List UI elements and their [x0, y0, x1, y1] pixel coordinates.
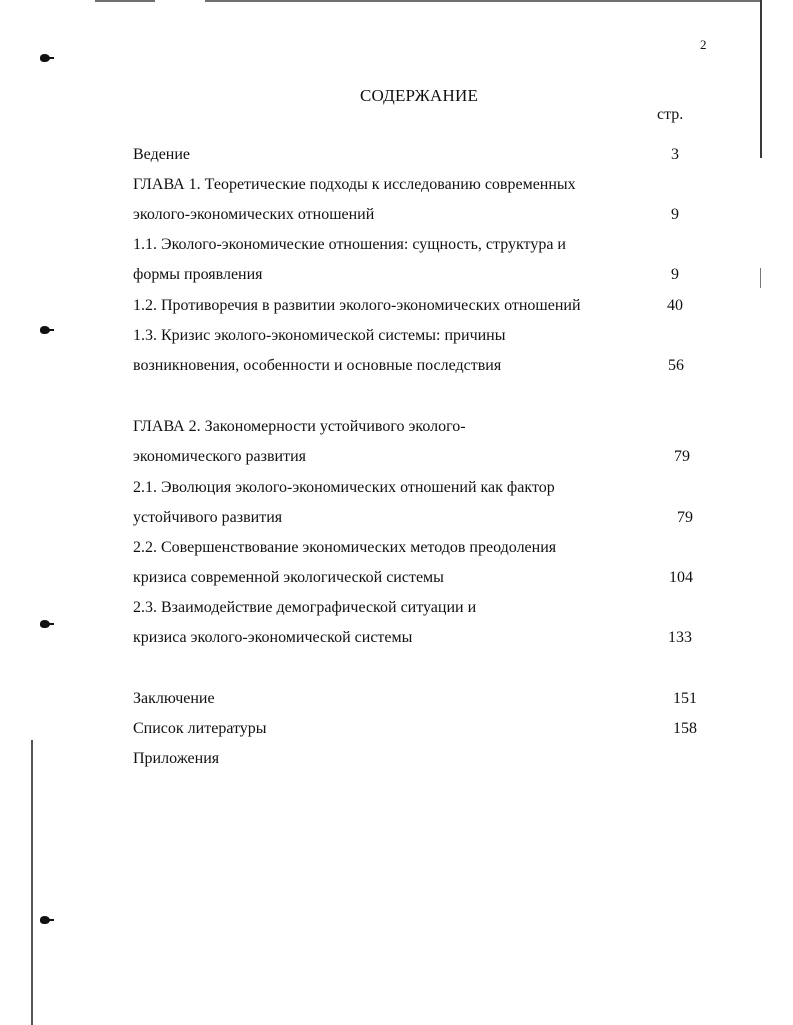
toc-entry-text: 1.1. Эколого-экономические отношения: сущность, структура и [133, 236, 566, 253]
toc-entry-page: 158 [673, 720, 697, 737]
scan-border-line [760, 268, 761, 288]
binding-hole-mark [40, 326, 50, 334]
page-title: СОДЕРЖАНИЕ [360, 86, 479, 105]
binding-hole-mark [40, 620, 50, 628]
toc-entry-page: 3 [671, 146, 679, 163]
toc-entry-text: экономического развития [133, 448, 306, 465]
toc-entry-text: эколого-экономических отношений [133, 206, 375, 223]
toc-entry-page: 9 [671, 206, 679, 223]
toc-entry-text: 2.3. Взаимодействие демографической ситуации и [133, 599, 477, 616]
toc-entry-text: 1.2. Противоречия в развитии эколого-экономических отношений [133, 297, 581, 314]
toc-entry-text: кризиса эколого-экономической системы [133, 629, 413, 646]
toc-entry-page: 79 [677, 509, 693, 526]
toc-entry-text: формы проявления [133, 266, 263, 283]
toc-entry-text: Ведение [133, 146, 191, 163]
scan-border-line [760, 0, 762, 158]
binding-hole-mark [40, 54, 50, 62]
toc-entry-page: 79 [674, 448, 690, 465]
toc-entry-page: 151 [673, 690, 697, 707]
toc-entry-text: 1.3. Кризис эколого-экономической системы: причины [133, 327, 506, 344]
toc-entry-text: Заключение [133, 690, 215, 707]
toc-entry-page: 9 [671, 266, 679, 283]
toc-entry-text: возникновения, особенности и основные последствия [133, 357, 502, 374]
toc-entry-text: ГЛАВА 2. Закономерности устойчивого эколого- [133, 418, 466, 435]
toc-entry-text: 2.2. Совершенствование экономических методов преодоления [133, 539, 557, 556]
toc-entry-text: ГЛАВА 1. Теоретические подходы к исследованию современных [133, 176, 576, 193]
toc-entry-page: 133 [668, 629, 692, 646]
scan-border-line [95, 0, 155, 2]
page-number: 2 [700, 37, 707, 52]
scan-border-line [31, 740, 33, 1025]
pages-column-header: стр. [657, 106, 684, 123]
toc-entry-text: кризиса современной экологической системы [133, 569, 444, 586]
toc-entry-page: 104 [669, 569, 693, 586]
toc-entry-page: 40 [667, 297, 683, 314]
scan-border-line [205, 0, 760, 2]
toc-entry-text: устойчивого развития [133, 509, 283, 526]
toc-entry-text: Список литературы [133, 720, 267, 737]
toc-entry-text: 2.1. Эволюция эколого-экономических отношений как фактор [133, 479, 555, 496]
toc-entry-text: Приложения [133, 750, 220, 767]
toc-entry-page: 56 [668, 357, 684, 374]
binding-hole-mark [40, 916, 50, 924]
